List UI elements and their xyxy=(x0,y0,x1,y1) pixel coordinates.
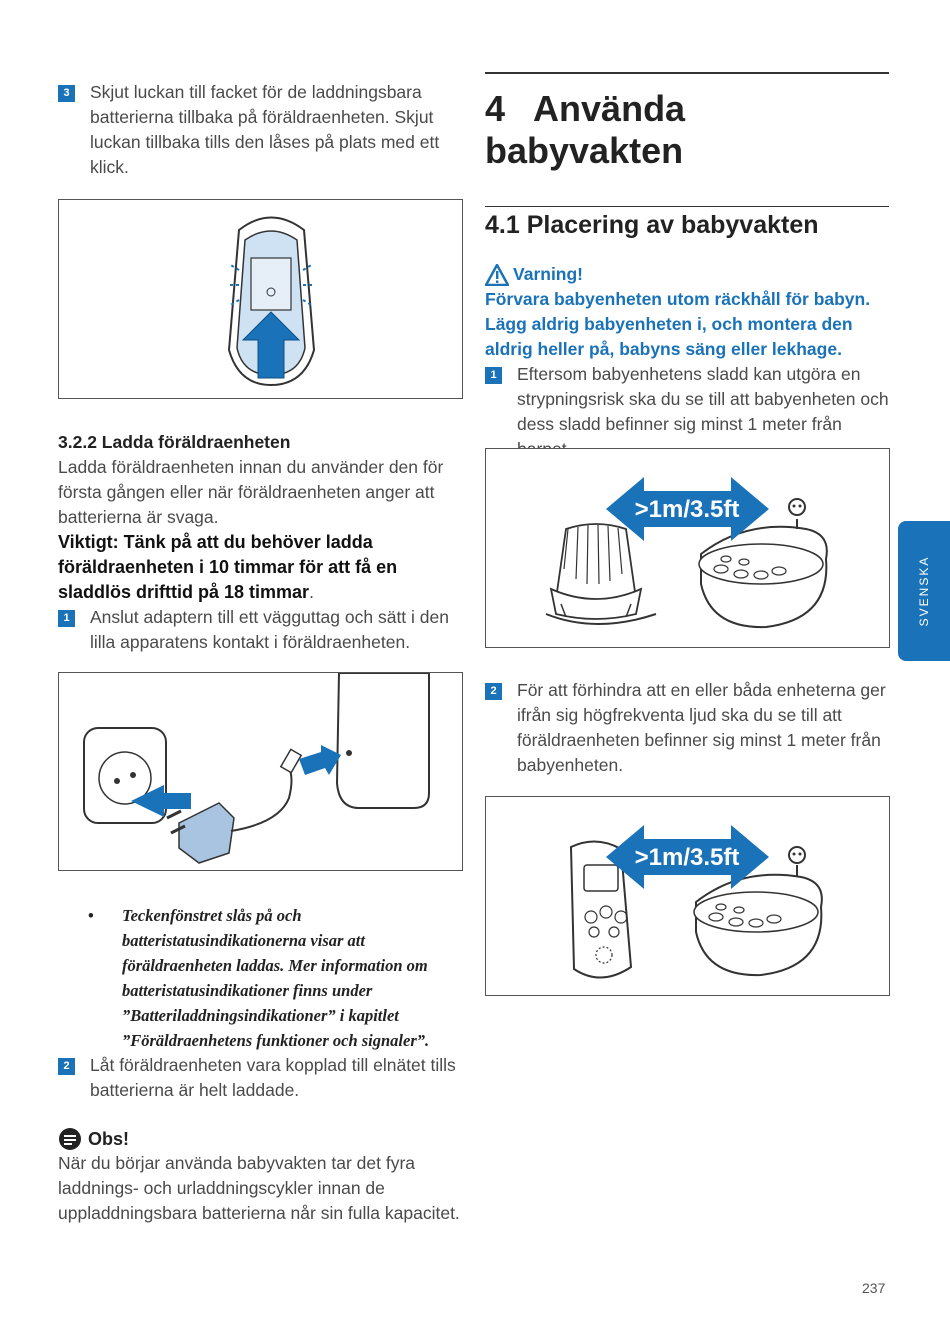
bullet-dot: • xyxy=(88,906,94,925)
section-heading: 3.2.2 Ladda föräldraenheten xyxy=(58,432,291,452)
warning-header xyxy=(485,262,889,287)
step-3 xyxy=(58,80,462,180)
chapter-rule xyxy=(485,72,889,74)
step-text: Eftersom babyenhetens sladd kan utgöra en strypningsrisk ska du se till att babyenheten och dess sladd befinner sig minst 1 meter från xyxy=(517,364,889,434)
note-block xyxy=(58,1127,462,1226)
step-number: 2 xyxy=(485,683,502,700)
step-text: Låt föräldraenheten vara kopplad till elnätet tills batterierna är helt laddade. xyxy=(90,1055,456,1100)
step-number: 3 xyxy=(58,85,75,102)
units-distance-illustration xyxy=(486,797,889,995)
charge-section xyxy=(58,430,462,655)
note-text: När du börjar använda babyvakten tar det fyra laddnings- och urladdningscykler innan de uppladdningsbara batterierna når sin fulla kapacitet. xyxy=(58,1153,460,1223)
left-column xyxy=(58,80,462,180)
step-1-right xyxy=(485,362,889,462)
language-tab-label: SVENSKA xyxy=(917,555,931,627)
step-2 xyxy=(58,1053,462,1103)
page-number: 237 xyxy=(862,1280,886,1296)
step-text: För att förhindra att en eller båda enheterna ger ifrån sig högfrekventa ljud ska du se till att föräldraenheten befinner sig minst 1 meter från babyenheten. xyxy=(517,680,886,775)
warning-icon xyxy=(485,264,509,286)
step-number: 1 xyxy=(58,610,75,627)
chapter-number: 4 xyxy=(485,88,506,129)
adapter-figure xyxy=(58,672,463,871)
charge-continue xyxy=(58,903,462,1103)
distance-label: >1m/3.5ft xyxy=(634,496,740,523)
distance-units-figure xyxy=(485,796,890,996)
note-header xyxy=(58,1127,462,1151)
intro-text: Ladda föräldraenheten innan du använder den för första gången eller när föräldraenheten anger att batterierna är svaga. xyxy=(58,457,444,527)
step-1 xyxy=(58,605,462,655)
distance-label: >1m/3.5ft xyxy=(634,844,740,871)
step-2-right xyxy=(485,678,889,778)
chapter-title xyxy=(485,88,889,172)
note-icon xyxy=(58,1127,82,1151)
step-text: Anslut adaptern till ett vägguttag och sätt i den lilla apparatens kontakt i föräldraenheten. xyxy=(90,607,449,652)
important-bold: Viktigt: Tänk på att du behöver ladda föräldraenheten i 10 timmar för att få en sladdlös drifttid på 18 timmar xyxy=(58,532,398,602)
right-column xyxy=(485,72,889,462)
note-title: Obs! xyxy=(88,1128,130,1149)
important-end: . xyxy=(309,582,314,602)
step-number: 1 xyxy=(485,367,502,384)
step-number: 2 xyxy=(58,1058,75,1075)
important-text xyxy=(58,530,462,605)
warning-text: Förvara babyenheten utom räckhåll för babyn. Lägg aldrig babyenheten i, och montera den aldrig heller på, babyns säng eller lekhage. xyxy=(485,289,871,359)
section-title: 4.1 Placering av babyvakten xyxy=(485,211,819,239)
bullet-item xyxy=(58,903,462,1053)
language-side-tab xyxy=(898,521,950,661)
warning-title: Varning! xyxy=(513,264,584,284)
distance-cradle-figure xyxy=(485,448,890,648)
cradle-distance-illustration xyxy=(486,449,889,647)
section-rule xyxy=(485,206,889,207)
warning-block xyxy=(485,262,889,362)
step-2-right-block xyxy=(485,678,889,778)
adapter-illustration xyxy=(59,673,462,870)
step-text: Skjut luckan till facket för de laddningsbara batterierna tillbaka på föräldraenheten. Skjut luckan tillbaka tills den låses på plats med ett klick. xyxy=(90,82,440,177)
battery-door-illustration xyxy=(59,200,462,398)
bullet-text: Teckenfönstret slås på och batteristatusindikationerna visar att föräldraenheten laddas. Mer information om batteristatusindikationer finns under ”Batteriladdningsindikationer” i kapitlet ”Föräldraenhetens funktioner och signaler”. xyxy=(122,906,430,1050)
chapter-name: Använda babyvakten xyxy=(485,88,686,171)
battery-door-figure xyxy=(58,199,463,399)
